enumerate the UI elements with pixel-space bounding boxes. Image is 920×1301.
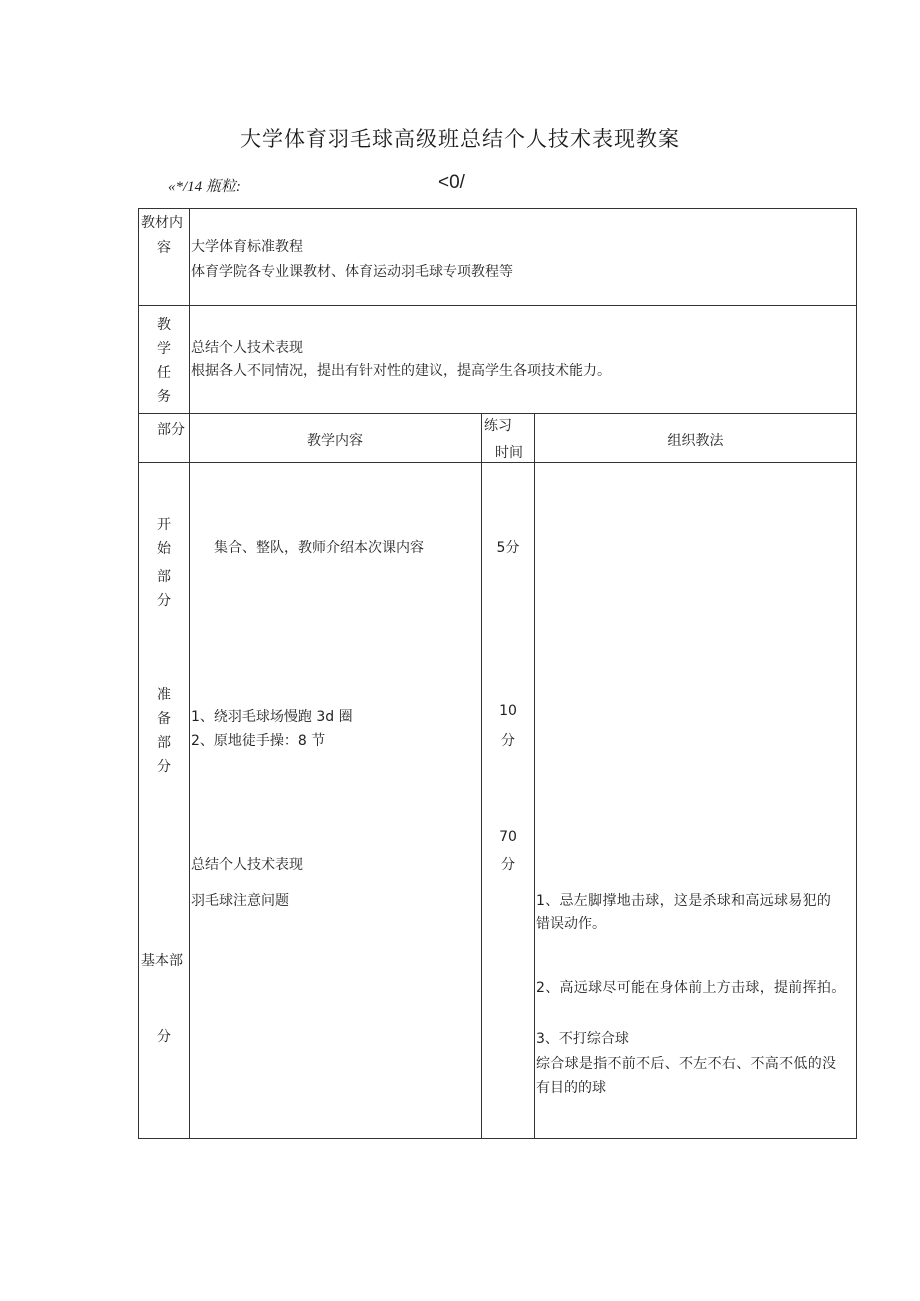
task-label-char: 务 (157, 389, 171, 405)
col-header-time-2: 时间 (495, 445, 523, 461)
task-label-char: 教 (157, 317, 171, 333)
method-3-line1: 综合球是指不前不后、不左不右、不高不低的没 (536, 1056, 837, 1072)
start-content: 集合、整队，教师介绍本次课内容 (214, 540, 424, 556)
basic-time-2: 分 (501, 857, 515, 873)
prep-time-1: 10 (499, 703, 517, 719)
task-line1: 总结个人技术表现 (191, 340, 303, 356)
method-3-line2: 有目的的球 (536, 1080, 606, 1096)
materials-line1: 大学体育标准教程 (191, 239, 303, 255)
method-3-title: 3、不打综合球 (536, 1031, 629, 1047)
materials-label-line1: 教材内 (141, 215, 183, 231)
row-divider (139, 413, 856, 414)
header-right-text: <0/ (438, 172, 465, 193)
prep-label-char: 准 (157, 687, 171, 703)
column-divider (481, 413, 482, 1138)
task-label (140, 313, 188, 409)
row-divider (139, 305, 856, 306)
start-time: 5分 (496, 540, 520, 556)
prep-content-2: 2、原地徒手操：8 节 (191, 733, 326, 749)
start-label-char: 开 (157, 517, 171, 533)
method-2: 2、高远球尽可能在身体前上方击球，提前挥拍。 (536, 980, 846, 996)
start-label-char: 部 (157, 569, 171, 585)
task-line2: 根据各人不同情况，提出有针对性的建议，提高学生各项技术能力。 (191, 363, 611, 379)
prep-time-2: 分 (501, 733, 515, 749)
col-header-part: 部分 (157, 422, 185, 438)
start-label-char: 始 (157, 541, 171, 557)
prep-label-char: 分 (157, 759, 171, 775)
header-left-text: «*/14 瓶粒: (168, 179, 241, 195)
materials-line2: 体育学院各专业课教材、体育运动羽毛球专项教程等 (191, 264, 513, 280)
col-header-method: 组织教法 (667, 433, 724, 449)
row-divider (139, 462, 856, 463)
method-1-line2: 错误动作。 (536, 916, 606, 932)
prep-label-char: 部 (157, 735, 171, 751)
prep-label-char: 备 (157, 711, 171, 727)
method-1-line1: 1、忌左脚撑地击球，这是杀球和高远球易犯的 (536, 893, 832, 909)
task-label-char: 学 (157, 341, 171, 357)
start-label-char: 分 (157, 593, 171, 609)
basic-section-label-1: 基本部 (141, 953, 183, 969)
materials-label (141, 212, 183, 232)
col-header-content: 教学内容 (307, 433, 363, 449)
basic-content-2: 羽毛球注意问题 (191, 893, 289, 909)
task-label-char: 任 (157, 365, 171, 381)
prep-content-1: 1、绕羽毛球场慢跑 3d 圈 (191, 709, 353, 725)
column-divider (189, 209, 190, 1138)
col-header-time-1: 练习 (484, 418, 512, 434)
page-title: 大学体育羽毛球高级班总结个人技术表现教案 (240, 127, 680, 151)
start-section-label (140, 513, 188, 613)
prep-section-label (140, 683, 188, 779)
basic-content-1: 总结个人技术表现 (191, 857, 303, 873)
basic-section-label-2: 分 (157, 1029, 171, 1045)
basic-time-1: 70 (499, 829, 517, 845)
materials-label-line2: 容 (157, 240, 171, 256)
materials-label-2 (157, 237, 171, 257)
column-divider (534, 413, 535, 1138)
